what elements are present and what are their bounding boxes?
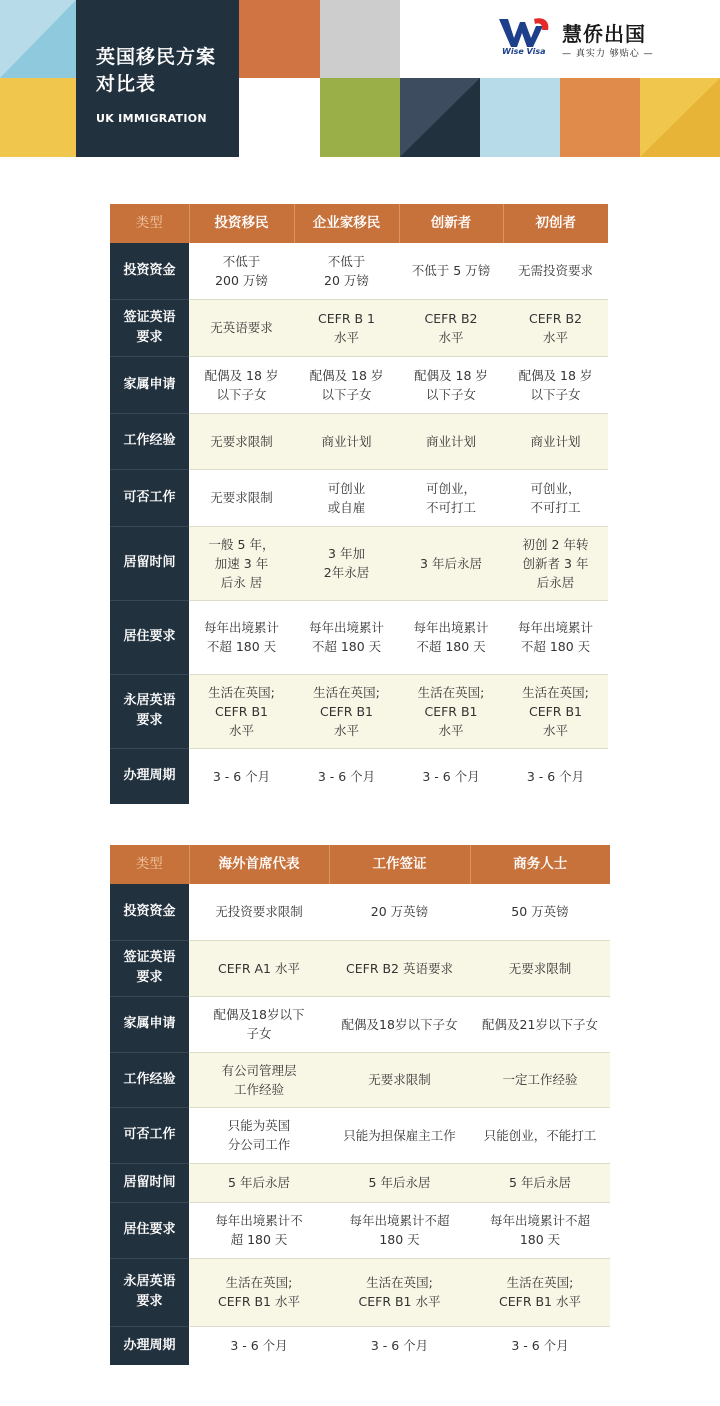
- table-cell: 3 - 6 个月: [294, 748, 399, 804]
- row-label: 家属申请: [110, 356, 189, 413]
- table-cell: 只能创业，不能打工: [470, 1107, 610, 1163]
- row-label: 可否工作: [110, 469, 189, 526]
- row-label: 居住要求: [110, 1202, 189, 1258]
- title-panel: [76, 0, 239, 157]
- table-cell: 5 年后永居: [470, 1163, 610, 1202]
- table-cell: CEFR B2 水平: [503, 299, 608, 356]
- logo-mark-icon: [498, 16, 550, 50]
- table-cell: 初创 2 年转 创新者 3 年 后永居: [503, 526, 608, 600]
- table-row: [110, 940, 610, 996]
- tile-orange: [239, 0, 320, 78]
- table-cell: 3 - 6 个月: [399, 748, 503, 804]
- table-cell: 商业计划: [503, 413, 608, 469]
- table-cell: 生活在英国; CEFR B1 水平: [503, 674, 608, 748]
- brand-slogan: — 真实力 够贴心 —: [562, 49, 654, 59]
- row-label: 家属申请: [110, 996, 189, 1052]
- row-label: 永居英语 要求: [110, 1258, 189, 1326]
- row-label: 签证英语 要求: [110, 299, 189, 356]
- table-cell: 5 年后永居: [329, 1163, 470, 1202]
- column-header: 商务人士: [470, 845, 610, 884]
- tile-navy-triangle: [400, 78, 480, 157]
- row-label: 居住要求: [110, 600, 189, 674]
- type-header: 类型: [110, 845, 189, 884]
- table-cell: 生活在英国; CEFR B1 水平: [294, 674, 399, 748]
- row-label: 签证英语 要求: [110, 940, 189, 996]
- table-row: [110, 1202, 610, 1258]
- column-header: 投资移民: [189, 204, 294, 243]
- table-cell: 每年出境累计 不超 180 天: [189, 600, 294, 674]
- table-row: [110, 1326, 610, 1365]
- table-cell: 生活在英国; CEFR B1 水平: [329, 1258, 470, 1326]
- table-cell: 生活在英国; CEFR B1 水平: [189, 1258, 329, 1326]
- table-cell: 3 - 6 个月: [470, 1326, 610, 1365]
- page-title-line-2: 对比表: [96, 73, 157, 95]
- row-label: 投资资金: [110, 243, 189, 299]
- column-header: 创新者: [399, 204, 503, 243]
- table-cell: 生活在英国; CEFR B1 水平: [189, 674, 294, 748]
- table-cell: 20 万英镑: [329, 884, 470, 940]
- table-cell: 可创业， 不可打工: [399, 469, 503, 526]
- brand-name: 慧侨出国: [562, 22, 646, 46]
- row-label: 居留时间: [110, 1163, 189, 1202]
- table-cell: 每年出境累计不 超 180 天: [189, 1202, 329, 1258]
- row-label: 工作经验: [110, 1052, 189, 1107]
- table-cell: 无要求限制: [189, 413, 294, 469]
- table-cell: 3 年后永居: [399, 526, 503, 600]
- table-cell: 生活在英国; CEFR B1 水平: [470, 1258, 610, 1326]
- table-row: [110, 413, 608, 469]
- table-cell: 3 - 6 个月: [329, 1326, 470, 1365]
- table-cell: 可创业 或自雇: [294, 469, 399, 526]
- table-row: [110, 1258, 610, 1326]
- table-cell: 有公司管理层 工作经验: [189, 1052, 329, 1107]
- row-label: 永居英语 要求: [110, 674, 189, 748]
- table-cell: 无英语要求: [189, 299, 294, 356]
- column-header: 海外首席代表: [189, 845, 329, 884]
- table-cell: 无投资要求限制: [189, 884, 329, 940]
- table-cell: 每年出境累计不超 180 天: [329, 1202, 470, 1258]
- table-cell: 3 - 6 个月: [189, 1326, 329, 1365]
- table-cell: 一般 5 年， 加速 3 年 后永 居: [189, 526, 294, 600]
- row-label: 工作经验: [110, 413, 189, 469]
- table-cell: 5 年后永居: [189, 1163, 329, 1202]
- row-label: 办理周期: [110, 1326, 189, 1365]
- tile-orange-2: [560, 78, 640, 157]
- table-row: [110, 884, 610, 940]
- table-cell: CEFR B2 英语要求: [329, 940, 470, 996]
- table-cell: 无要求限制: [329, 1052, 470, 1107]
- table-header-row: [110, 204, 608, 243]
- table-cell: CEFR A1 水平: [189, 940, 329, 996]
- page-title-line-1: 英国移民方案: [96, 46, 217, 68]
- table-cell: 无要求限制: [189, 469, 294, 526]
- tile-gray: [320, 0, 400, 78]
- table-cell: 配偶及 18 岁 以下子女: [189, 356, 294, 413]
- table-cell: 3 - 6 个月: [503, 748, 608, 804]
- table-row: [110, 748, 608, 804]
- table-header-row: [110, 845, 610, 884]
- table-cell: 不低于 5 万镑: [399, 243, 503, 299]
- tile-yellow: [0, 78, 76, 157]
- table-cell: 商业计划: [399, 413, 503, 469]
- logo-mark-text: Wise Visa: [502, 47, 546, 56]
- table-cell: CEFR B2 水平: [399, 299, 503, 356]
- table-cell: 配偶及 18 岁 以下子女: [294, 356, 399, 413]
- tile-olive: [320, 78, 400, 157]
- table-cell: 可创业， 不可打工: [503, 469, 608, 526]
- table-cell: 每年出境累计 不超 180 天: [399, 600, 503, 674]
- row-label: 投资资金: [110, 884, 189, 940]
- column-header: 工作签证: [329, 845, 470, 884]
- table-cell: 配偶及21岁以下子女: [470, 996, 610, 1052]
- table-cell: 3 年加 2年永居: [294, 526, 399, 600]
- table-cell: 无需投资要求: [503, 243, 608, 299]
- column-header: 企业家移民: [294, 204, 399, 243]
- table-cell: 配偶及18岁以下 子女: [189, 996, 329, 1052]
- table-cell: 50 万英镑: [470, 884, 610, 940]
- table-cell: 3 - 6 个月: [189, 748, 294, 804]
- table-row: [110, 469, 608, 526]
- table-cell: 只能为担保雇主工作: [329, 1107, 470, 1163]
- tile-pale-blue: [480, 78, 560, 157]
- table-cell: 只能为英国 分公司工作: [189, 1107, 329, 1163]
- tile-blue-triangle: [0, 0, 76, 78]
- table-row: [110, 356, 608, 413]
- table-row: [110, 243, 608, 299]
- table-row: [110, 1163, 610, 1202]
- column-header: 初创者: [503, 204, 608, 243]
- table-cell: 无要求限制: [470, 940, 610, 996]
- table-cell: 商业计划: [294, 413, 399, 469]
- table-cell: 配偶及 18 岁 以下子女: [399, 356, 503, 413]
- row-label: 可否工作: [110, 1107, 189, 1163]
- table-cell: 每年出境累计不超 180 天: [470, 1202, 610, 1258]
- table-cell: 一定工作经验: [470, 1052, 610, 1107]
- tile-yellow-triangle: [640, 78, 720, 157]
- type-header: 类型: [110, 204, 189, 243]
- comparison-table-2: [110, 845, 610, 1365]
- table-row: [110, 299, 608, 356]
- row-label: 办理周期: [110, 748, 189, 804]
- table-row: [110, 600, 608, 674]
- page-subtitle: UK IMMIGRATION: [96, 112, 207, 125]
- table-cell: CEFR B 1 水平: [294, 299, 399, 356]
- row-label: 居留时间: [110, 526, 189, 600]
- table-cell: 配偶及18岁以下子女: [329, 996, 470, 1052]
- table-row: [110, 1052, 610, 1107]
- table-cell: 不低于 200 万镑: [189, 243, 294, 299]
- comparison-table-1: [110, 204, 608, 804]
- table-row: [110, 674, 608, 748]
- table-cell: 每年出境累计 不超 180 天: [503, 600, 608, 674]
- table-row: [110, 526, 608, 600]
- table-row: [110, 996, 610, 1052]
- table-row: [110, 1107, 610, 1163]
- table-cell: 不低于 20 万镑: [294, 243, 399, 299]
- table-cell: 生活在英国; CEFR B1 水平: [399, 674, 503, 748]
- table-cell: 每年出境累计 不超 180 天: [294, 600, 399, 674]
- brand-logo: [498, 16, 668, 60]
- table-cell: 配偶及 18 岁 以下子女: [503, 356, 608, 413]
